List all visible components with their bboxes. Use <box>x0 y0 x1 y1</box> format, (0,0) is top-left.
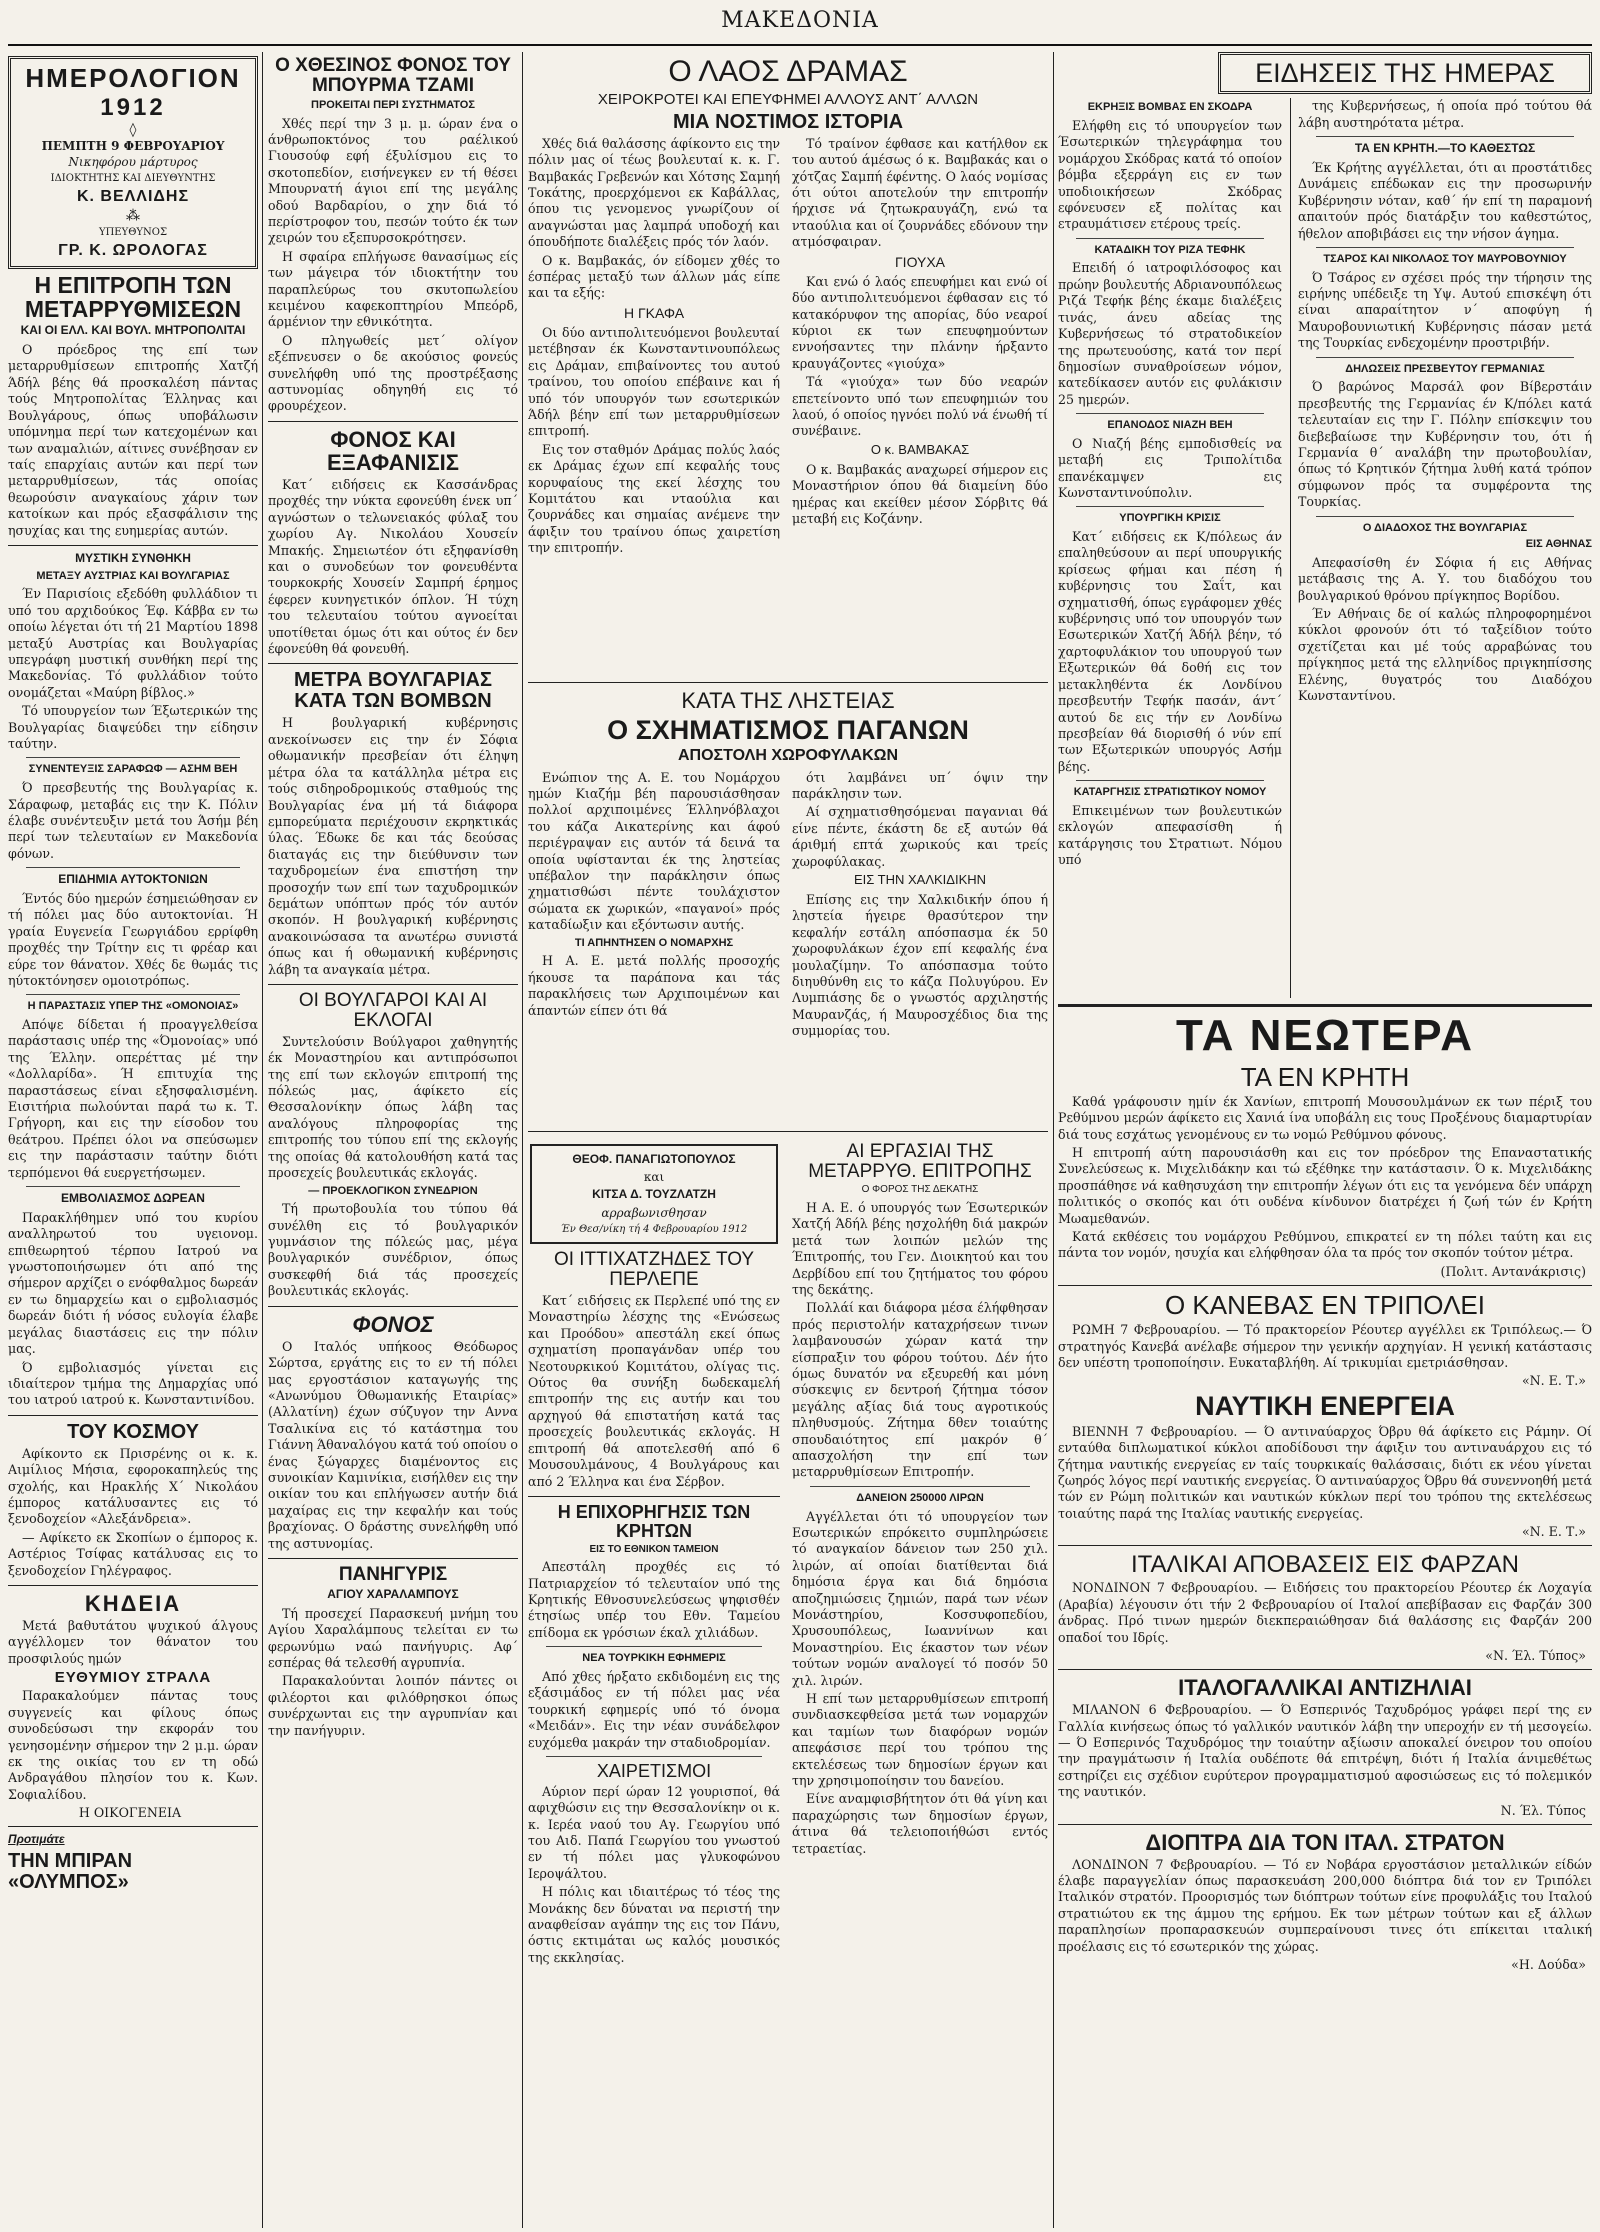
article-text: Ελήφθη εις τό υπουργείον των Έσωτερικών τηλεγράφημα του νομάρχου Σκόδρας κατά τό οποίον βόμβα εξερράγη εις εν των υποδιοικήσεων Σκόδρας εφόνευσεν εξ πολίτας και ετραυμάτισεν ετέρους τρείς. <box>1058 117 1282 232</box>
subheadline: ΑΠΟΣΤΟΛΗ ΧΩΡΟΦΥΛΑΚΩΝ <box>677 747 898 765</box>
article-text: Ο πρόεδρος της επί των μεταρρυθμίσεων επιτροπής Χατζή Άδήλ βέης θά προσκαλέση πάντας τούς Μητροπολίτας Έλληνας και Βουλγάρους, όπως υποβάλωσιν υπόμνημα περί των κατεχομένων και των αναμαλιών, αίτινες συνέβησαν εν ταίς επαρχίαις αυτών και περί των μεταρρυθμίσεων, τάς οποίας θεωρούσιν αναγκαίους χάριν των κατοίκων και πρός εξασφάλισιν της ησυχίας και της ευημερίας αυτών. <box>8 342 258 538</box>
article-text: Ό βαρώνος Μαρσάλ φον Βίβερστάιν πρεσβευτής της Γερμανίας έν Κ/πόλει κατά τελευταίαν εις την Γ. Πόλην επίσκεψιν του διεβεβαίωσε την Κυβέρνησιν του, ότι ή Γερμανία θ΄ αναλάβη την πρωτοβουλίαν, όπως τό Κρητικόν ζήτημα λυθή κατά τρόπον σύμφωνον πρός τα συμφέροντα της Τουρκίας. <box>1298 379 1592 510</box>
headline: — ΠΡΟΕΚΛΟΓΙΚΟΝ ΣΥΝΕΔΡΙΟΝ <box>308 1184 478 1197</box>
article-text: Κατ΄ ειδήσεις εκ Κ/πόλεως άν επαληθεύσουν αι περί υπουργικής κρίσεως φήμαι και πέση ή κυβέρνησις του Σαΐτ, και σχηματισθή, όπως εγράφομεν χθές κυβέρνησις υπό τον υπουργόν των Εσωτερικών Χατζή Άδήλ βέην, τό χαρτοφυλάκιον του υπουργού των Εξωτερικών θά δοθή εις τον μετακληθέντα έκ Λονδίνου πρεσβευτήν Τεφήκ πασάν, άντ΄ αυτού δε εις τήν εν Λονδίνω πρεσβείαν θά διορισθή ό νύν επί των Εξωτερικών υπουργός Ασήμ βέης. <box>1058 529 1282 774</box>
signature: «Ν. Έλ. Τύπος» <box>1485 1648 1586 1663</box>
article-col-left <box>528 1138 780 1969</box>
column-1 <box>8 52 258 2228</box>
divider <box>528 1496 780 1497</box>
headline: ΚΑΤΑΔΙΚΗ ΤΟΥ ΡΙΖΑ ΤΕΦΗΚ <box>1094 243 1246 256</box>
article-text: Ο πληγωθείς μετ΄ ολίγον εξέπνευσεν ο δε ακούσιος φονεύς συνελήφθη υπό της προστρέξασης αστυνομίας οδηγηθή εις τό φρουρέχεον. <box>268 332 518 414</box>
article-two-col <box>528 1138 1048 2228</box>
notice-text: αρραβωνισθησαν <box>601 1206 707 1221</box>
column-rule <box>262 52 263 2228</box>
column-2 <box>268 52 518 2228</box>
divider <box>268 421 518 422</box>
divider <box>1058 1669 1592 1670</box>
article-text: Ο Νιαζή βέης εμποδισθείς να μεταβή εις Τριπολίτιδα επανέκαμψεν εις Κωνσταντινούπολιν. <box>1058 435 1282 500</box>
editor-label: ΥΠΕΥΘΥΝΟΣ <box>98 227 168 238</box>
article-text: Η Α. Ε. μετά πολλής προσοχής ήκουσε τα παράπονα και τάς παρακλήσεις των Αρχιποιμένων και άπαντών είπεν ότι θά <box>528 953 780 1018</box>
column-3 <box>528 52 1048 2228</box>
notice-name: ΚΙΤΣΑ Δ. ΤΟΥΖΛΑΤΖΗ <box>592 1187 716 1202</box>
article-text: Αφίκοντο εκ Πρισρένης οι κ. κ. Αιμίλιος Μήσια, εφοροκαπηλεύς της σχολής, και Ηρακλής Χ΄ Νικολάου έμπορος κατάλυσαντες εις τό ξενοδοχείον «Αλεξάνδρεια». <box>8 1445 258 1527</box>
article-text: Ό Τσάρος εν σχέσει πρός την τήρησιν της ειρήνης υπέδειξε τη Υψ. Αυτού επισκέψη ότι είναι απαραίτητον ν΄ αποφύγη ή Μαυροβουνιωτική Κυβέρνησις πάσαν μετά της Τουρκίας ενδεχομένην προστριβήν. <box>1298 269 1592 351</box>
article-col-right <box>792 1138 1048 1859</box>
divider <box>1058 1285 1592 1286</box>
divider <box>1076 780 1264 781</box>
divider <box>268 1558 518 1559</box>
article-text: Από χθες ήρξατο εκδιδομένη εις της εξάσιμάδος εν τή πόλει μας νέα τουρκική εφημερίς υπό τό όνομα «Μειδάν». Εις την νέαν συνάδελφον ευχόμεθα μακράν την σταδιοδρομίαν. <box>528 1668 780 1750</box>
calendar-saint: Νικηφόρου μάρτυρος <box>68 155 198 169</box>
headline: Ο ΚΑΝΕΒΑΣ ΕΝ ΤΡΙΠΟΛΕΙ <box>1164 1289 1485 1320</box>
headline: ΝΕΑ ΤΟΥΡΚΙΚΗ ΕΦΗΜΕΡΙΣ <box>582 1652 726 1665</box>
divider <box>8 545 258 546</box>
article-text: Οι δύο αντιπολιτευόμενοι βουλευταί μετέβησαν έκ Κωνσταντινουπόλεως εις Δράμαν, επιβαίνοντες του αυτού τραίνου, του οποίου επέβαινε και ή υπό τόν υπουργόν των εσωτερικών Άδήλ βέην επί των μεταρρυθμίσεων επιτροπή. <box>528 324 780 439</box>
article-text: Κατ΄ ειδήσεις εκ Κασσάνδρας προχθές την νύκτα εφονεύθη ένεκ υπ΄ αγνώστων ο τελωνειακός φύλαξ του χωρίου Αγ. Νικολάου Χουσείν Μπακής. Σημειωτέον ότι εξηφανίσθη και ο συνοδεύων τον φονευθέντα τουρκοκρής Χουσείν Σαμπρή έρημος έφερεν κυνηγετικόν όπλον. Ή τύχη του τελευταίου τούτου αγνοείται υποτίθεται όμως ότι και ούτος έν δεν έφονεύθη θά φονευθή. <box>268 477 518 657</box>
news-col-left <box>1058 98 1282 870</box>
article-text: της Κυβερνήσεως, ή οποία πρό τούτου θά λάβη αυστηρότατα μέτρα. <box>1298 98 1592 130</box>
headline: ΚΑΤΑΡΓΗΣΙΣ ΣΤΡΑΤΙΩΤΙΚΟΥ ΝΟΜΟΥ <box>1073 786 1267 799</box>
article-text: Ο κ. Βαμβακάς, όν είδομεν χθές το έσπέρας μεταξύ των άλλων μάς είπε και τα εξής: <box>528 252 780 301</box>
article-text: ΝΟΝΔΙΝΟΝ 7 Φεβρουαρίου. — Ειδήσεις του πρακτορείου Ρέουτερ έκ Λοχαγία (Αραβία) λέγουσιν ότι τήν 2 Φεβρουαρίου οί Ιταλοί απεβίβασαν εις Φαρζάν 300 άνδρας. Πρό τινων ημερών διεκπεραιώθησαν διά θαλάσσης εις Φαρζάν 200 οπαδοί του Ιδρίς. <box>1058 1580 1592 1645</box>
article-text: Χθές περί την 3 μ. μ. ώραν ένα ο άνθρωποκτόνος του ραέλικού Γιουσούφ εφή έξυλίσμου εις το σκοτοπεδίον, εισήνεγκεν εν τή θέσει Μπουρνατή άγιοι επί της μεγάλης οδού Βαρδαρίου, ο χην διά τό περίστροφον του, πεσών τούτο έκ των χειρών του εξεπυρσοκρότησεν. <box>268 115 518 246</box>
headline: ΔΑΝΕΙΟΝ 250000 ΛΙΡΩΝ <box>856 1491 984 1504</box>
article-col-right <box>792 136 1048 530</box>
article-text: Η Α. Ε. ό υπουργός των Έσωτερικών Χατζή Άδήλ βέης ησχολήθη διά μακρών μετά των λοιπών μελών της Έπιτροπής, του Γεν. Διοικητού και του Δερβίδου επί του ζητήματος του φόρου της δεκάτης. <box>792 1199 1048 1297</box>
article-text: Ενώπιον της Α. Ε. του Νομάρχου ημών Κιαζήμ βέη παρουσιάσθησαν πολλοί αρχιποιμένες Έλληνόβλαχοι του κάζα Αικατερίνης και άφού περιέγραψαν εις αυτόν τά δεινά τα οποία υφίστανται έκ της ληστείας υπέβαλον την παράκλησιν όπως χηματισθώσι πέντε τουλάχιστον σώματα εκ χωρικών, «παγανοί» πρός καταδίωξιν και εξόντωσιν αυτής. <box>528 769 780 933</box>
subheadline: ΜΕΤΑΞΥ ΑΥΣΤΡΙΑΣ ΚΑΙ ΒΟΥΛΓΑΡΙΑΣ <box>36 569 230 582</box>
notice-name: ΘΕΟΦ. ΠΑΝΑΓΙΩΤΟΠΟΥΛΟΣ <box>572 1151 736 1166</box>
signature: (Πολιτ. Αντανάκρισις) <box>1440 1263 1586 1279</box>
article-text: Μετά βαθυτάτου ψυχικού άλγους αγγέλλομεν τον θάνατον του προσφιλούς ημών <box>8 1618 258 1666</box>
headline: ΤΑ ΝΕΩΤΕΡΑ <box>1175 1011 1475 1061</box>
divider <box>268 663 518 664</box>
article-text: Τό υπουργείον των Έξωτερικών της Βουλγαρίας διαψεύδει την είδησιν ταύτην. <box>8 703 258 752</box>
headline: ΜΙΑ ΝΟΣΤΙΜΟΣ ΙΣΤΟΡΙΑ <box>672 110 904 133</box>
divider <box>1316 516 1574 517</box>
divider <box>1316 357 1574 358</box>
divider <box>546 1756 762 1757</box>
divider <box>1058 1004 1592 1007</box>
headline: ΝΑΥΤΙΚΗ ΕΝΕΡΓΕΙΑ <box>1195 1391 1455 1422</box>
news-col-right <box>1298 98 1592 706</box>
headline: Ο ΔΙΑΔΟΧΟΣ ΤΗΣ ΒΟΥΛΓΑΡΙΑΣ <box>1362 521 1528 534</box>
headline: ΚΑΤΑ ΤΗΣ ΛΗΣΤΕΙΑΣ <box>681 687 895 713</box>
headline: ΑΙ ΕΡΓΑΣΙΑΙ ΤΗΣ ΜΕΤΑΡΡΥΘ. ΕΠΙΤΡΟΠΗΣ <box>808 1140 1032 1182</box>
article-text: Εις τον σταθμόν Δράμας πολύς λαός εκ Δράμας έχων επί κεφαλής τους κορυφαίους της εκεί λέσχης του Κομιτάτου και νταούλια και ζουρνάδες και σημαίας ανέμενε την άφιξιν του τραίνου όπως χαιρετίση την επιτροπήν. <box>528 441 780 556</box>
news-two-col <box>1058 98 1592 998</box>
article-text: Τά «γιούχα» των δύο νεαρών επετείνοντο υπό των επευφημιών του λαού, ό οποίος ηγνόει πολύ νά ένωθή τί συνέβαινε. <box>792 374 1048 439</box>
column-rule <box>1290 98 1291 998</box>
headline: ΜΥΣΤΙΚΗ ΣΥΝΘΗΚΗ <box>75 550 191 565</box>
masthead-rule <box>8 44 1592 46</box>
headline: ΚΗΔΕΙΑ <box>84 1590 182 1616</box>
divider <box>546 1646 762 1647</box>
article-text: Παρακαλούμεν πάντας τους συγγενείς και φίλους όπως συνοδεύσωσι την εκφοράν του γενησομένην σήμερον την 2 μ.μ. ώραν εκ της οικίας του εν τη οδώ Ανδραγάθου πλησίον του κ. Κων. Σοφιαλίδου. <box>8 1688 258 1802</box>
divider <box>26 1186 240 1187</box>
article-text: Έντός δύο ημερών έσημειώθησαν εν τή πόλει μας δύο αυτοκτονίαι. Ή γραία Ευγενεία Γεωργιάδου ερρίφθη προχθές την Τρίτην εις τι φρέαρ και εύρε τον θάνατον. Χθές δε θωμάς τις ηύτοκτόνησεν ομοιοτρόπως. <box>8 890 258 988</box>
article-text: Η πόλις και ιδιαιτέρως τό τέος της Μονάκης δεν δύναται να περιστή την αναφθείσαν αγάπην της εις τον Πάνυ, όστις εκτιμάται ως καλός μουσικός της εκκλησίας. <box>528 1884 780 1965</box>
article-text: Τή πρωτοβουλία του τύπου θά συνέλθη εις τό βουλγαρικόν γυμνάσιον της πόλεώς μας, μέγα βουλγαρικόν συνέδριον, όπως συσκεφθή διά τάς προσεχείς βουλευτικάς εκλογάς. <box>268 1201 518 1299</box>
divider <box>1076 413 1264 414</box>
headline: ΦΟΝΟΣ <box>352 1311 434 1337</box>
headline: ΤΣΑΡΟΣ ΚΑΙ ΝΙΚΟΛΑΟΣ ΤΟΥ ΜΑΥΡΟΒΟΥΝΙΟΥ <box>1323 252 1567 265</box>
article-text: Η επί των μεταρρυθμίσεων επιτροπή συνδιασκεφθείσα μετά των νομαρχών και ταμίων των διαφόρων νομών απεφάσισε περί του τρόπου της εκτελέσεως των δημοσίων έργων και την χρησιμοποίησιν του δανείου. <box>792 1690 1048 1788</box>
article-text: Ό εμβολιασμός γίνεται εις ιδιαίτερον τμήμα της Δημαρχίας υπό του ιατρού ιατρού κ. Κωνσταντινίδου. <box>8 1359 258 1408</box>
article-text: Παρακαλούνται λοιπόν πάντες οι φιλέορτοι και φιλόθρησκοι όπως συνέρχωνται εις την αγρυπνίαν και την πανήγυριν. <box>268 1673 518 1738</box>
headline: ΙΤΑΛΙΚΑΙ ΑΠΟΒΑΣΕΙΣ ΕΙΣ ΦΑΡΖΑΝ <box>1131 1551 1519 1579</box>
headline: ΜΕΤΡΑ ΒΟΥΛΓΑΡΙΑΣ ΚΑΤΑ ΤΩΝ ΒΟΜΒΩΝ <box>293 669 492 713</box>
column-4 <box>1058 52 1592 2228</box>
article-text: Επικειμένων των βουλευτικών εκλογών απεφασίσθη ή κατάργησις του Στρατιωτ. Νόμου υπό <box>1058 802 1282 867</box>
divider <box>26 867 240 868</box>
article-col-right <box>792 770 1048 1042</box>
calendar-box <box>8 56 258 269</box>
ad-text: Προτιμάτε <box>8 1832 65 1847</box>
article-text: ΜΙΛΑΝΟΝ 6 Φεβρουαρίου. — Ό Εσπερινός Ταχυδρόμος γράφει περί της εν Γαλλία κινήσεως όπως τό γαλλικόν ναυτικόν λάβη την υπεροχήν εν τή μεσογείω.— Ό Εσπερινός Ταχυδρόμος την τοιαύτην αξίωσιν αποκαλεί όνειρον του οποίου την πραγμάτωσιν ή Ιταλία ουδέποτε θά επιτρέψη, διότι ή Ιταλία άνιμεθέτως εστηρίζει εις σχέδιον ευρύτερον προγραμματισμού αφοσιώσεως εις τό πολεμικόν της ναυτικόν. <box>1058 1702 1592 1800</box>
ornament-icon: ⁂ <box>126 208 140 224</box>
article-text: Ο κ. Βαμβακάς αναχωρεί σήμερον εις Μοναστήριον όπου θά διαμείνη δύο ημέρας και εκείθεν μέσον Σόρβιτς θά μεταβή εις Κοζάνην. <box>792 461 1048 526</box>
article-text: Αγγέλλεται ότι τό υπουργείον των Εσωτερικών επρόκειτο συμπληρώσειε τό αναγκαίον δάνειον των 250 χιλ. λιρών, αί οποίαι διατίθενται διά δημόσια έργα και διά δημόσια αποζημιώσεις ζημιών, παρά των νέων Μονάστηρίου, Κοσσυφοπεδίου, Χρυσουπόλεως, Ιωαννίνων και Μοναστηρίου. Εις έκαστον των νέων τούτων νομών αναλογεί τό ποσόν 50 χιλ. λιρών. <box>792 1508 1048 1688</box>
divider <box>1058 1824 1592 1825</box>
divider <box>1058 1545 1592 1546</box>
headline: ΕΜΒΟΛΙΑΣΜΟΣ ΔΩΡΕΑΝ <box>61 1191 205 1206</box>
owner-label: ΙΔΙΟΚΤΗΤΗΣ ΚΑΙ ΔΙΕΥΘΥΝΤΗΣ <box>50 173 216 184</box>
notice-date: Έν Θεσ/νίκη τή 4 Φεβρουαρίου 1912 <box>560 1224 748 1236</box>
headline: ΟΙ ΙΤΤΙΧΑΤΖΗΔΕΣ ΤΟΥ ΠΕΡΛΕΠΕ <box>553 1249 755 1291</box>
divider <box>1076 506 1264 507</box>
article-text: Συντελούσιν Βούλγαροι χαθηγητής έκ Μοναστηρίου και αντιπρόσωποι της επί των εκλογών επιτροπή της πόλεώς μας, άφίκετο είς Θεσσαλονίκην όπως λάβη τας αναλόγους πληροφορίας της επιτροπής του τύπου επί της εκλογής της οποίας θά κατολουθήση κατά τας προσεχείς βουλευτικάς εκλογάς. <box>268 1033 518 1181</box>
divider <box>8 1826 258 1827</box>
subheadline: ΕΙΣ ΤΟ ΕΘΝΙΚΟΝ ΤΑΜΕΙΟΝ <box>589 1543 719 1555</box>
article-text: — Αφίκετο εκ Σκοπίων ο έμπορος κ. Αστέριος Τσίφας κατάλυσας εις το ξενοδοχείον Γηλέγραφος. <box>8 1529 258 1578</box>
article-text: Απεφασίσθη έν Σόφια ή εις Αθήνας μετάβασις της Α. Υ. του διαδόχου του βουλγαρικού θρόνου πρίγκηπος Βορίδου. <box>1298 554 1592 603</box>
headline: ΕΙΔΗΣΕΙΣ ΤΗΣ ΗΜΕΡΑΣ <box>1255 58 1555 88</box>
headline: ΧΑΙΡΕΤΙΣΜΟΙ <box>596 1760 712 1781</box>
headline: ΤΟΥ ΚΟΣΜΟΥ <box>67 1420 199 1443</box>
article-text: Επίσης εις την Χαλκιδικήν όπου ή ληστεία ήγειρε θρασύτερον την κεφαλήν εστάλη απόσπασμα έκ 50 χωροφυλάκων έχον επί κεφαλής ένα μουλαζίμην. Το απόσπασμα τούτο διηυθύνθη εις το κάζα Πολυγύρου. Εν Λυμπιάσης δε ο γνωστός αρχιληστής Μαυρανζάς, ή Μαυροσχέδιος δια της συμμορίας του. <box>792 891 1048 1039</box>
headline: Η ΕΠΙΧΟΡΗΓΗΣΙΣ ΤΩΝ ΚΡΗΤΩΝ <box>557 1501 751 1541</box>
divider <box>528 682 1048 683</box>
deceased-name: ΕΥΘΥΜΙΟΥ ΣΤΡΑΛΑ <box>54 1669 212 1687</box>
divider <box>268 1306 518 1307</box>
article-text: Καθά γράφουσιν ημίν έκ Χανίων, επιτροπή Μουσουλμάνων εκ των πέριξ του Ρεθύμνου μερών άφίκετο εις Χανιά ίνα υποβάλη εις τους Προξένους διαμαρτυρίαν διά τους εσχάτως γενομένους εν τω νομώ Ρεθύμνου φόνους. <box>1058 1093 1592 1142</box>
article-two-col <box>528 770 1048 1125</box>
article-text: Παρακλήθημεν υπό του κυρίου αναλληρωτού του υγειονομ. επιθεωρητού τέρπου Ιατρού να γνωστοποιήσωμεν ότι από της σήμερον αρχίζει ο ενόφθαλμος δωρεάν εν τω δημαρχείω και ο εμβολιασμός δωρεάν διότι ή νόσος ευλογία έλαβε μεγάλας διαστάσεις εις την πόλιν μας. <box>8 1209 258 1357</box>
article-text: Η βουλγαρική κυβέρνησις ανεκοίνωσεν εις την έν Σόφια οθωμανικήν πρεσβείαν ότι έληψη μέτρα όλα τα κατάλληλα μέτρα εις τούς σιδηροδρομικούς σταθμούς της Βουλγαρίας ένα μή τά διάφορα εμπορεύματα περιέχουσιν εκρηκτικάς ύλας. Έδωκε δε και τάς δεούσας διαταγάς εις την διεύθυνσιν των ταχυδρομείων ένα επιστήση την προσοχήν των επί των ταχυδρομικών δεμάτων υπόπτων πρός τόν αυτόν σκοπόν. Η βουλγαρική κυβέρνησις ανακοινώσασα τα ανωτέρω συνιστά όπως και ή οθωμανική κυβέρνησις λάβη τα αναγκαία μέτρα. <box>268 715 518 977</box>
ornament-icon: ◊ <box>129 122 137 138</box>
editor-name: ΓΡ. Κ. ΩΡΟΛΟΓΑΣ <box>58 242 208 259</box>
article-text: Η σφαίρα επλήγωσε θανασίμως είς των μάγειρα τόν ιδιοκτήτην του παραπλεύρως του σκυτοπωλείου κειμένου καφεκοπτηρίου Μπεόρδ, άρμένιον την εθνικότητα. <box>268 248 518 330</box>
divider <box>1076 238 1264 239</box>
divider <box>1316 247 1574 248</box>
divider <box>26 994 240 995</box>
article-text: Πολλάί και διάφορα μέσα έλήφθησαν πρός περιστολήν καταχρήσεων τινων λαμβανουσών χώραν κατά την είσπραξιν του φόρου τούτου. Δέν ήτο όμως δυνατόν να εξευρεθή και μόνη σύσκεψις εν δεντροή ζήτημα τόσον μεγάλης αξίας διά τους αγροτικούς πληθυσμούς. Ζήτημα δθεν τοιαύτης σπουδαιότητος επί μακρόν θ΄ απασχολήση την επί των μεταρρυθμίσεων Επιτροπήν. <box>792 1300 1048 1480</box>
article-text: Αί σχηματισθησόμεναι παγανιαι θά είνε πέντε, έκάστη δε εξ αυτών θά άριθμή επτά χωρικούς και τρείς χωροφύλακας. <box>792 804 1048 869</box>
headline: Ο ΛΑΟΣ ΔΡΑΜΑΣ <box>668 55 908 88</box>
article-text: ΡΩΜΗ 7 Φεβρουαρίου. — Τό πρακτορείον Ρέουτερ αγγέλλει εκ Τριπόλεως.— Ό στρατηγός Κανεβά ανέλαβε σήμερον την γενικήν αρχηγίαν. Η γενική κατάστασις δεν υπέστη τροποποίησιν. Ευκαταβλήθη. Αί τρικυμίαι εμετριάσθησαν. <box>1058 1322 1592 1370</box>
article-text: Και ενώ ό λαός επευφήμει και ενώ οί δύο αντιπολιτευόμενοι έφθασαν εις τό κατακόρυφον της απορίας, δύο νεαροί κύριοι εκ των επευφημούντων εννοήσαντες την πλάνην ήρξαντο κραυγάζοντες «γιούχα» <box>792 273 1048 371</box>
ad-headline: ΤΗΝ ΜΠΙΡΑΝ «ΟΛΥΜΠΟΣ» <box>8 1849 133 1893</box>
headline: ΤΑ ΕΝ ΚΡΗΤΗ <box>1240 1061 1410 1092</box>
article-text: Ό πρεσβευτής της Βουλγαρίας κ. Σάραφωφ, μεταβάς εις την Κ. Πόλιν έλαβε συνέντευξιν μετά του Άσήμ βέη περί των τελευταίων εν Μακεδονία φόνων. <box>8 780 258 861</box>
calendar-year: 1912 <box>100 94 166 121</box>
subheadline: ΑΓΙΟΥ ΧΑΡΑΛΑΜΠΟΥΣ <box>327 1586 459 1601</box>
article-text: ΛΟΝΔΙΝΟΝ 7 Φεβρουαρίου. — Τό εν Νοβάρα εργοστάσιον μεταλλικών είδών έλαβε παραγγελίαν όπως παρασκευάση 200,000 διόπτρα διά τον εν Τριπόλει Ιταλικόν στρατόν. Προορισμός των διόπτρων τούτων είνε προφυλάξις του Ιταλού στρατιώτου εκ της άμμου της ερήμου. Εκ των μέτρων τούτων και εξ άλλων παραπλησίων προπαρασκευών συμπεραίνουσι τινες ότι επίκειται ιταλική προέλασις εις τό εσωτερικόν της χώρας. <box>1058 1856 1592 1954</box>
headline: Ο κ. ΒΑΜΒΑΚΑΣ <box>870 441 970 457</box>
signature: «Ν. Ε. Τ.» <box>1521 1524 1586 1540</box>
subheadline: ΚΑΙ ΟΙ ΕΛΛ. ΚΑΙ ΒΟΥΛ. ΜΗΤΡΟΠΟΛΙΤΑΙ <box>20 323 246 338</box>
article-text: Απόψε δίδεται ή προαγγελθείσα παράστασις υπέρ της «Όμονοίας» υπό της Έλλην. οπερέττας μέ την «Δολλαρίδα». Ή επιτυχία της παραστάσεως είναι εξησφαλισμένη. Εισιτήρια πωλούνται παρά τω κ. Τ. Γρήγορη, και εις την είσοδον του θεάτρου. Πρέπει όλοι να σπεύσωμεν εις την παράστασιν ταύτην διότι τερπόμενοι θά ευεργετήσωμεν. <box>8 1017 258 1180</box>
article-text: Έκ Κρήτης αγγέλλεται, ότι αι προστάτιδες Δυνάμεις επέδωκαν εις την προσωρινήν Κυβέρνησιν νόταν, καθ΄ ήν επί τη παραμονή απαιτούν πρός διατάρξιν του καθεστώτος, ήθελον αποβιβάσει εις την νήσον άγημα. <box>1298 159 1592 241</box>
owner-name: Κ. ΒΕΛΛΙΔΗΣ <box>76 188 190 205</box>
headline: Η ΕΠΙΤΡΟΠΗ ΤΩΝ ΜΕΤΑΡΡΥΘΜΙΣΕΩΝ <box>24 272 242 323</box>
news-of-day-box <box>1218 52 1592 94</box>
headline: ΤΑ ΕΝ ΚΡΗΤΗ.—ΤΟ ΚΑΘΕΣΤΩΣ <box>1354 141 1536 156</box>
headline: Ο ΧΘΕΣΙΝΟΣ ΦΟΝΟΣ ΤΟΥ ΜΠΟΥΡΜΑ ΤΖΑΜΙ <box>275 55 511 96</box>
masthead: ΜΑΚΕΔΟΝΙΑ <box>721 8 879 33</box>
signature: «Η. Δούδα» <box>1511 1957 1586 1973</box>
subheadline: ΠΡΟΚΕΙΤΑΙ ΠΕΡΙ ΣΥΣΤΗΜΑΤΟΣ <box>311 98 475 111</box>
signature: Η ΟΙΚΟΓΕΝΕΙΑ <box>78 1805 182 1821</box>
headline: ΦΟΝΟΣ ΚΑΙ ΕΞΑΦΑΝΙΣΙΣ <box>327 426 459 475</box>
article-text: Τό τραίνον έφθασε και κατήλθον εκ του αυτού άμέσως ό κ. Βαμβακάς και ο χότζας Σαμπή έφέντης. Ο λαός νομίσας ότι ούτοι αποτελούν την επιτροπήν ήρχισε νά ζητωκραυγάζη, ενώ τα νταούλια και οί ζουρνάδες εδόνουν την ατμόσφαιραν. <box>792 135 1048 250</box>
headline: ΕΚΡΗΞΙΣ ΒΟΜΒΑΣ ΕΝ ΣΚΟΔΡΑ <box>1087 101 1253 114</box>
article-text: Έν Αθήναις δε οί καλώς πληροφορημένοι κύκλοι φρονούν ότι τό ταξείδιον τούτο σχετίζεται και μέ τούς αρραβώνας του πρίγκηπος μετά της ελληνίδος πριγκηπίσσης Ελένης, θυγατρός του Διαδόχου Κωνσταντίνου. <box>1298 606 1592 704</box>
headline: ΕΙΣ ΤΗΝ ΧΑΛΚΙΔΙΚΗΝ <box>853 872 987 888</box>
calendar-title: ΗΜΕΡΟΛΟΓΙΟΝ <box>25 63 241 93</box>
column-rule <box>522 52 523 2228</box>
article-text: Ο Ιταλός υπήκοος Θεόδωρος Σώρτσα, εργάτης εις το εν τή πόλει μας εργοστάσιον καταγωγής της «Ανωνύμου Όθωμανικής Εταιρίας» (Αλλατίνη) έχων σύζυγον την Αννα Τσαλικίνα εις τό κατάστημα του Γιάννη Άθαναλόγου κατά τού οποίου ο ένας ξώγαρχες διαμένοντος εις συνοικίαν Καμινίκια, εισήλθεν εις την οικίαν του και επλήγωσεν αυτήν διά μαχαίρας εις την κεφαλήν και τούς βραχίονας. Ο δράστης συνελήφθη υπό της αστυνομίας. <box>268 1338 518 1551</box>
divider <box>8 1585 258 1586</box>
headline: ΣΥΝΕΝΤΕΥΞΙΣ ΣΑΡΑΦΩΦ — ΑΣΗΜ ΒΕΗ <box>28 763 238 776</box>
article-text: Αύριον περί ώραν 12 γουρισποί, θά αφιχθώσιν εις την Θεσσαλονίκην οι κ. κ. Ιερέα ναού του Αγ. Γεωργίου υπό του Αιδ. Παπά Γεωργίου του γνωστού εν τή πόλει μας γλυκοφώνου Ιεροψάλτου. <box>528 1783 780 1881</box>
divider <box>8 1415 258 1416</box>
article-text: Κατ΄ ειδήσεις εκ Περλεπέ υπό της εν Μοναστηρίω λέσχης της «Ενώσεως και Προόδου» απεστάλη εκεί όπως σχηματίση προπαγάνδαν υπέρ του Νεοτουρκικού Κομιτάτου, ολίγας τις. Ούτος θα συνήξη δωδεκαμελή επιτροπήν της εις αυτήν και του αρχηγού θά επιστατήση κατά τας προσεχείς βουλευτικάς εκλογάς. Η επιτροπή θά αποτελεσθή από 6 Μουσουλμάνους, 4 Βουλγάρους και από 2 Έλληνα και ένα Σέρβον. <box>528 1293 780 1489</box>
subheadline: ΧΕΙΡΟΚΡΟΤΕΙ ΚΑΙ ΕΠΕΥΦΗΜΕΙ ΑΛΛΟΥΣ ΑΝΤ΄ ΑΛΛΩΝ <box>597 90 979 108</box>
article-two-col <box>528 136 1048 676</box>
headline: ΥΠΟΥΡΓΙΚΗ ΚΡΙΣΙΣ <box>1119 512 1221 525</box>
divider <box>1316 136 1574 137</box>
notice-text: και <box>643 1170 665 1185</box>
column-rule <box>1053 52 1054 2228</box>
article-text: Χθές διά θαλάσσης άφίκοντο εις την πόλιν μας οί τέως βουλευταί κ. κ. Γ. Βαμβακάς Γρεβενών και Χότσης Σαμηή Τοκάτης, προερχόμενοι εκ Καβάλλας, όπου τις γενομενος γνωρίζουν οί αναγνώσται μας λαμπρά υποδοχή και όπουδήποτε διαλέξεις πρός τόν λαόν. <box>528 135 780 250</box>
divider <box>268 984 518 985</box>
article-col-left <box>528 136 780 559</box>
divider <box>528 1131 1048 1132</box>
article-text: Τή προσεχεί Παρασκευή μνήμη του Αγίου Χαραλάμπους τελείται εν τω φερωνύμω ναώ πανήγυρις. Αφ΄ εσπέρας θά τελεσθή αγρυπνία. <box>268 1605 518 1670</box>
headline: ΕΠΑΝΟΔΟΣ ΝΙΑΖΗ ΒΕΗ <box>1107 419 1233 432</box>
headline: Η ΠΑΡΑΣΤΑΣΙΣ ΥΠΕΡ ΤΗΣ «ΟΜΟΝΟΙΑΣ» <box>27 1000 239 1013</box>
article-text: Είνε αναμφισβήτητον ότι θά γίνη και παραχώρησις των δημοσίων έργων, άτινα θά τελειοποιήθώσι εντός τετραετίας. <box>792 1791 1048 1856</box>
subheadline: Ο ΦΟΡΟΣ ΤΗΣ ΔΕΚΑΤΗΣ <box>861 1184 979 1196</box>
headline: ΙΤΑΛΟΓΑΛΛΙΚΑΙ ΑΝΤΙΖΗΛΙΑΙ <box>1178 1675 1472 1700</box>
headline: ΕΠΙΔΗΜΙΑ ΑΥΤΟΚΤΟΝΙΩΝ <box>58 872 208 887</box>
signature: «Ν. Ε. Τ.» <box>1521 1373 1586 1389</box>
article-text: Επειδή ό ιατροφιλόσοφος και πρώην βουλευτής Αδριανουπόλεως Ριζά Τεφήκ βέης έκαμε διαλέξεις τινάς, άνευ αδείας της Κυβερνήσεως τό στρατοδικείον της πρωτευούσης, κατά τον περί δημοσίων συναθροίσεων νόμον, κατεδίκασεν αυτόν εις φυλάκισιν 25 ημερών. <box>1058 260 1282 407</box>
divider <box>26 757 240 758</box>
headline: ΟΙ ΒΟΥΛΓΑΡΟΙ ΚΑΙ ΑΙ ΕΚΛΟΓΑΙ <box>298 989 488 1031</box>
headline: ΔΗΛΩΣΕΙΣ ΠΡΕΣΒΕΥΤΟΥ ΓΕΡΜΑΝΙΑΣ <box>1345 362 1545 375</box>
headline: ΤΙ ΑΠΗΝΤΗΣΕΝ Ο ΝΟΜΑΡΧΗΣ <box>574 936 734 949</box>
article-text: ΒΙΕΝΝΗ 7 Φεβρουαρίου. — Ό αντιναύαρχος Όβρυ θά άφίκετο εις Ράμην. Οί ενταύθα διπλωματικοί κύκλοι αποδίδουσι την άφιξιν του αντιναυάρχου εις τό ζήτημα ναυτικής ενεργείας εν ταίς τουρκικαίς θαλάσσαις, διότι εκ νέου γίνεται ζωηρός λόγος περί ναυτικής ενεργείας. Ό αντιναύαρχος Όβρυ θά συνεννοηθή μετά τών εν Ρώμη πολιτικών και ναυτικών κύκλων περί του τρόπου της εκτελέσεως τοιαύτης παρά της Ιταλίας ναυτικής ενεργείας. <box>1058 1423 1592 1521</box>
article-text: ότι λαμβάνει υπ΄ όψιν την παράκλησιν των. <box>792 769 1048 801</box>
article-col-left <box>528 770 780 1021</box>
headline: Ο ΣΧΗΜΑΤΙΣΜΟΣ ΠΑΓΑΝΩΝ <box>607 714 969 745</box>
headline: ΔΙΟΠΤΡΑ ΔΙΑ ΤΟΝ ΙΤΑΛ. ΣΤΡΑΤΟΝ <box>1145 1829 1505 1855</box>
signature: Ν. Έλ. Τύπος <box>1500 1802 1586 1818</box>
article-text: Έν Παρισίοις εξεδόθη φυλλάδιον τι υπό του αρχιδούκος Έφ. Κάββα εν τω οποίω λέγεται ότι τή 21 Μαρτίου 1898 μεταξύ Αυστρίας και Βουλγαρίας υπεγράφη μυστική συνθήκη περί της Μακεδονίας. Τό φυλλάδιον τούτο ονομάζεται «Μαύρη βίβλος.» <box>8 586 258 700</box>
calendar-date: ΠΕΜΠΤΗ 9 ΦΕΒΡΟΥΑΡΙΟΥ <box>41 139 225 153</box>
headline: ΓΙΟΥΧΑ <box>894 253 946 270</box>
article-text: Απεστάλη προχθές εις τό Πατριαρχείον τό τελευταίον υπό της Κρητικής Εθνοσυνελεύσεως ψηφισθέν έτησίως υπέρ του Εθν. Ταμείου επίδομα εκ γρόσιων έκαλ χιλιάδων. <box>528 1559 780 1640</box>
article-text: Η επιτροπή αύτη παρουσιάσθη και εις τον πρόεδρον της Επαναστατικής Συνελεύσεως κ. Μιχελιδάκην και τώ εξέθηκε την κατάστασιν. Ό κ. Μιχελιδάκης προσπάθησε νά καθησυχάση την επιτροπήν λέγων ότι εις τα γενόμενα δέν υπάρχη πολιτικός ο σκοπός και ότι ουδένα κίνδυνον διατρέχει ή ζωή τών έν Κρήτη Μωαμεθανών. <box>1058 1145 1592 1226</box>
engagement-notice <box>530 1144 778 1245</box>
article-text: Κατά εκθέσεις του νομάρχου Ρεθύμνου, επικρατεί εν τη πόλει ταύτη και εις πάντα τον νομόν, ησυχία και ελήφθησαν όλα τα πρός τον σκοπόν τούτον μέτρα. <box>1058 1229 1592 1261</box>
subheadline: ΕΙΣ ΑΘΗΝΑΣ <box>1525 538 1592 551</box>
headline: Η ΓΚΑΦΑ <box>623 304 685 321</box>
divider <box>810 1486 1030 1487</box>
headline: ΠΑΝΗΓΥΡΙΣ <box>338 1563 448 1585</box>
